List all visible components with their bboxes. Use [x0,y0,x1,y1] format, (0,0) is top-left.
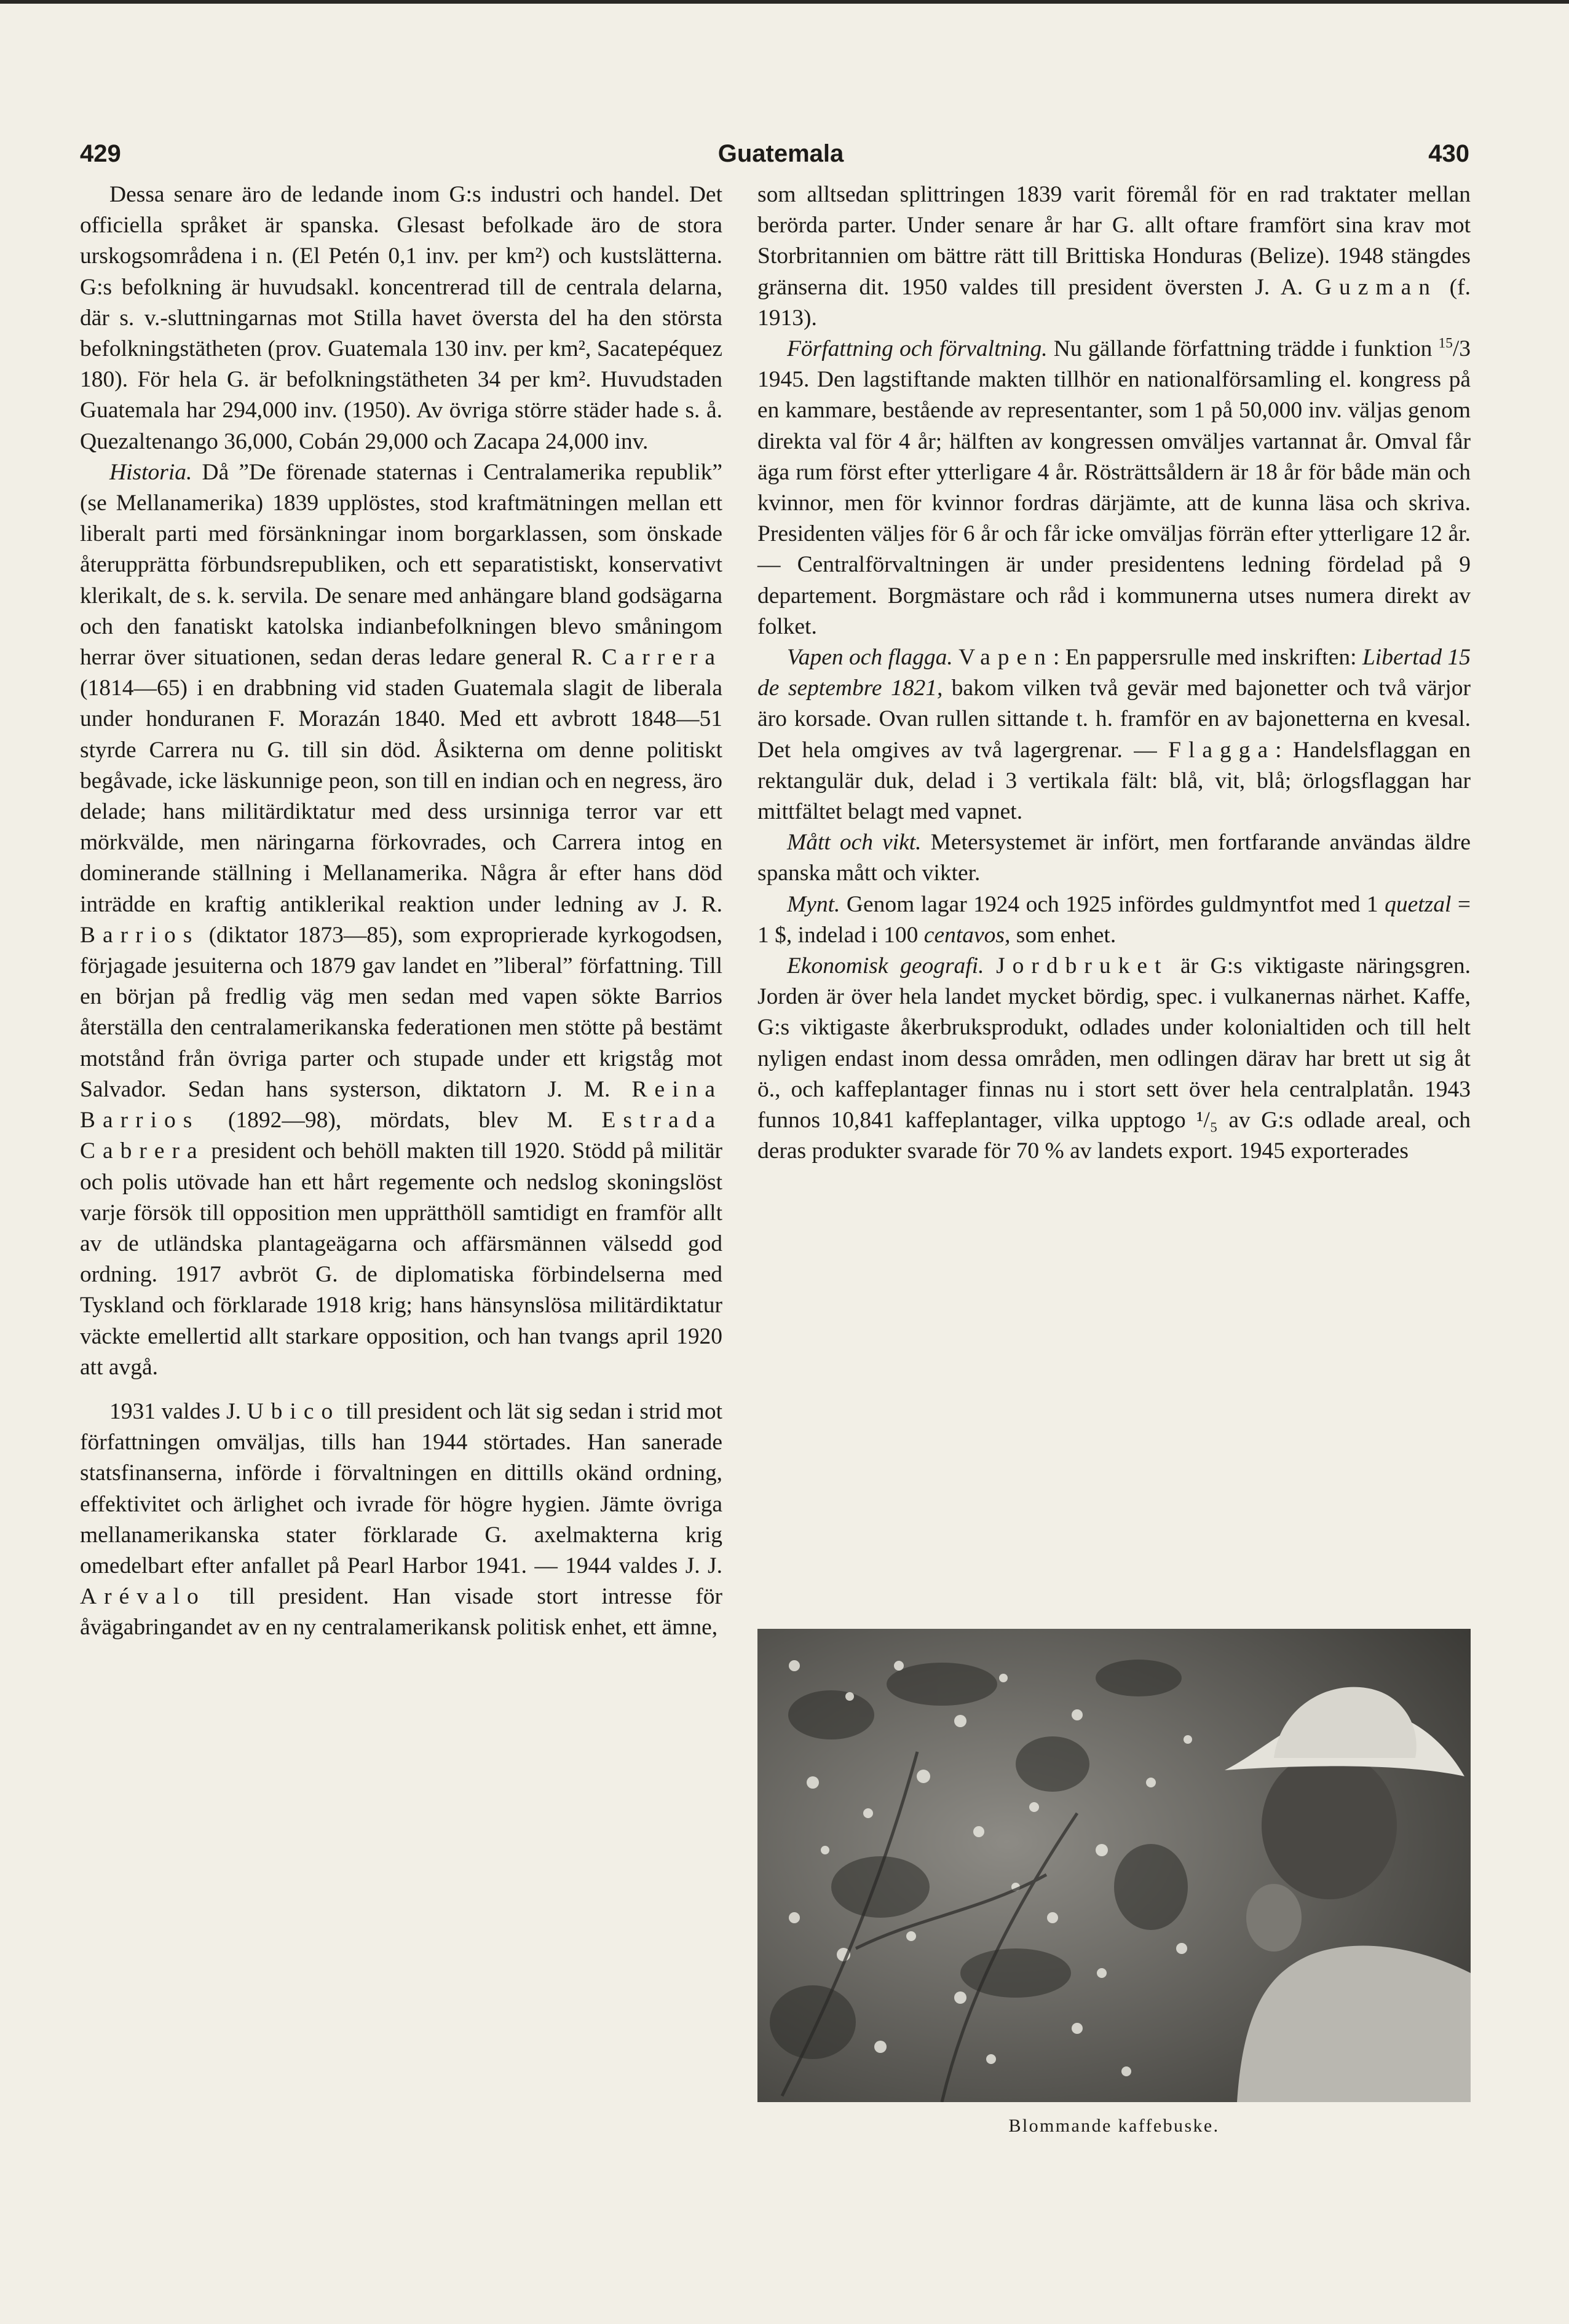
currency-heading: Mynt. [787,891,840,917]
running-title: Guatemala [717,140,844,167]
coffee-bush-photo [757,1629,1471,2102]
history-heading: Historia. [109,459,192,485]
name-estrada-cabrera: Estrada Cabrera [80,1108,722,1164]
paragraph-arms-flag: Vapen och flagga. Vapen: En pappersrulle med inskriften: Libertad 15 de septembre 1821, bakom vilken två gevär med bajonetter och två värjor äro korsade. Ovan rullen sittande t. h. framför en av bajonetterna en kvesal. Det hela omgives av två lagergrenar. — Flagga: Handelsflaggan en rektangulär duk, delad i 3 vertikala fält: blå, vit, blå; örlogsflaggan har mittfältet belagt med vapnet. [757,645,1471,825]
name-ubico: Ubico [247,1398,341,1424]
paragraph-constitution: Författning och förvaltning. Nu gällande författning trädde i funktion $^{15}$/3 1945. Den lagstiftande makten tillhör en nationalförsamling el. kongress på en kammare, bestående av representanter, som 1 på 50,000 inv. väljas genom direkta val för 4 år; hälften av kongressen omväljes vartannat år. Omval får äga rum först efter ytterligare 4 år. Rösträttsåldern är 18 år för både män och kvinnor, men för kvinnor fordras därjämte, att de kunna läsa och skriva. Presidenten väljes för 6 år och får icke omväljas förrän efter ytterligare 12 år. — Centralförvaltningen är under presidentens ledning fördelad på 9 departement. Borgmästare och råd i kommunerna utses numera direkt av folket. [757,335,1471,639]
photo-illustration [757,1629,1471,2102]
name-guzman: Guzman [1314,274,1437,300]
name-carrera: Carrera [601,645,722,671]
name-reina-barrios: Reina Barrios [80,1076,722,1133]
motto: Libertad 15 de septembre 1821, [757,645,1471,701]
left-column [80,179,722,1644]
economy-heading: Ekonomisk geografi. [787,953,984,979]
paragraph-ubico: 1931 valdes J. Ubico till president och lät sig sedan i strid mot författningen omväljas, tills han 1944 störtades. Han sanerade statsfinanserna, införde i förvaltningen en dittills okänd ordning, effektivitet och ärlighet och ivrade för högre hygien. Jämte övriga mellanamerikanska stater förklarade G. axelmakterna krig omedelbart efter anfallet på Pearl Harbor 1941. — 1944 valdes J. J. Arévalo till president. Han visade stort intresse för åvägabringandet av en ny centralamerikansk politisk enhet, ett ämne, [80,1398,722,1641]
paragraph-history: Historia. Då ”De förenade staternas i Centralamerika republik” (se Mellanamerika) 1839 upplöstes, stod kraftmätningen mellan ett liberalt parti med försänkningar inom borgarklassen, som önskade återupprätta förbundsrepubliken, och ett separatistiskt, konservativt klerikalt, de s. k. servila. De senare med anhängare bland godsägarna och den fanatiskt katolska indianbefolkningen blevo småningom herrar över situationen, sedan deras ledare general R. Carrera (1814—65) i en drabbning vid staden Guatemala slagit de liberala under honduranen F. Morazán 1840. Med ett avbrott 1848—51 styrde Carrera nu G. till sin död. Åsikterna om denne politiskt begåvade, icke läskunnige peon, son till en indian och en negress, äro delade; hans militärdiktatur med dess ursinniga terror var ett mörkvälde, men näringarna förkovrades, och Carrera intog en dominerande ställning i Mellanamerika. Några år efter hans död inträdde en kraftig antiklerikal reaktion under ledning av J. R. Barrios (diktator 1873—85), som exproprierade kyrkogodsen, förjagade jesuiterna och 1879 gav landet en ”liberal” författning. Till en början på fredlig väg men sedan med vapen sökte Barrios återställa den centralamerikanska federationen men stötte på bestämt motstånd från övriga parter och stupade under ett krigståg mot Salvador. Sedan hans systerson, diktatorn J. M. Reina Barrios (1892—98), mördats, blev M. Estrada Cabrera president och behöll makten till 1920. Stödd på militär och polis utövade han ett hårt regemente och nedslog skoningslöst varje försök till opposition men upprätthöll samtidigt en framför allt av de utländska plantageägarna och affärsmännen välsedd god ordning. 1917 avbröt G. de diplomatiska förbindelserna med Tyskland och förklarade 1918 krig; hans hänsynslösa militärdiktatur väckte emellertid allt starkare opposition, och han tvangs april 1920 att avgå. [80,459,722,1380]
paragraph-measures: Mått och vikt. Metersystemet är infört, men fortfarande användas äldre spanska mått och vikter. [757,830,1471,886]
paragraph-currency: Mynt. Genom lagar 1924 och 1925 infördes guldmyntfot med 1 quetzal = 1 $, indelad i 100 centavos, som enhet. [757,891,1471,948]
right-column [757,179,1471,1167]
constitution-heading: Författning och förvaltning. [787,336,1048,362]
measures-heading: Mått och vikt. [787,830,922,856]
paragraph-economy: Ekonomisk geografi. Jordbruket är G:s viktigaste näringsgren. Jorden är över hela landet mycket bördig, spec. i vulkanernas närhet. Kaffe, G:s viktigaste åkerbruksprodukt, odlades under kolonialtiden och till helt nyligen endast inom dessa områden, men odlingen därav har brett ut sig åt ö., och kaffeplantager finnas nu i stort sett över hela centralplatån. 1943 funnos 10,841 kaffeplantager, vilka upptogo ¹/₅ av G:s odlade areal, och deras produkter svarade för 70 % av landets export. 1945 exporterades [757,953,1471,1164]
page-number-left: 429 [80,140,121,167]
photo-caption: Blommande kaffebuske. [1008,2116,1220,2136]
name-arevalo: Arévalo [80,1584,206,1610]
top-edge-line [0,0,1569,4]
page-number-right: 430 [1428,140,1469,167]
paragraph-population: Dessa senare äro de ledande inom G:s industri och handel. Det officiella språket är spanska. Glesast befolkade äro de stora urskogsområdena i n. (El Petén 0,1 inv. per km²) och kustslätterna. G:s befolkning är huvudsakl. koncentrerad till de centrala delarna, där s. v.-sluttningarnas mot Stilla havet översta del ha den största befolkningstätheten (prov. Guatemala 130 inv. per km², Sacatepéquez 180). För hela G. är befolkningstätheten 34 per km². Huvudstaden Guatemala har 294,000 inv. (1950). Av övriga större städer hade s. å. Quezaltenango 36,000, Cobán 29,000 och Zacapa 24,000 inv. [80,182,722,454]
paragraph-continuation: som alltsedan splittringen 1839 varit föremål för en rad traktater mellan berörda parter. Under senare år har G. allt oftare framfört sina krav mot Storbritannien om bättre rätt till Brittiska Honduras (Belize). 1948 stängdes gränserna dit. 1950 valdes till president översten J. A. Guzman (f. 1913). [757,182,1471,331]
name-barrios: Barrios [80,922,200,948]
arms-heading: Vapen och flagga. [787,645,953,671]
